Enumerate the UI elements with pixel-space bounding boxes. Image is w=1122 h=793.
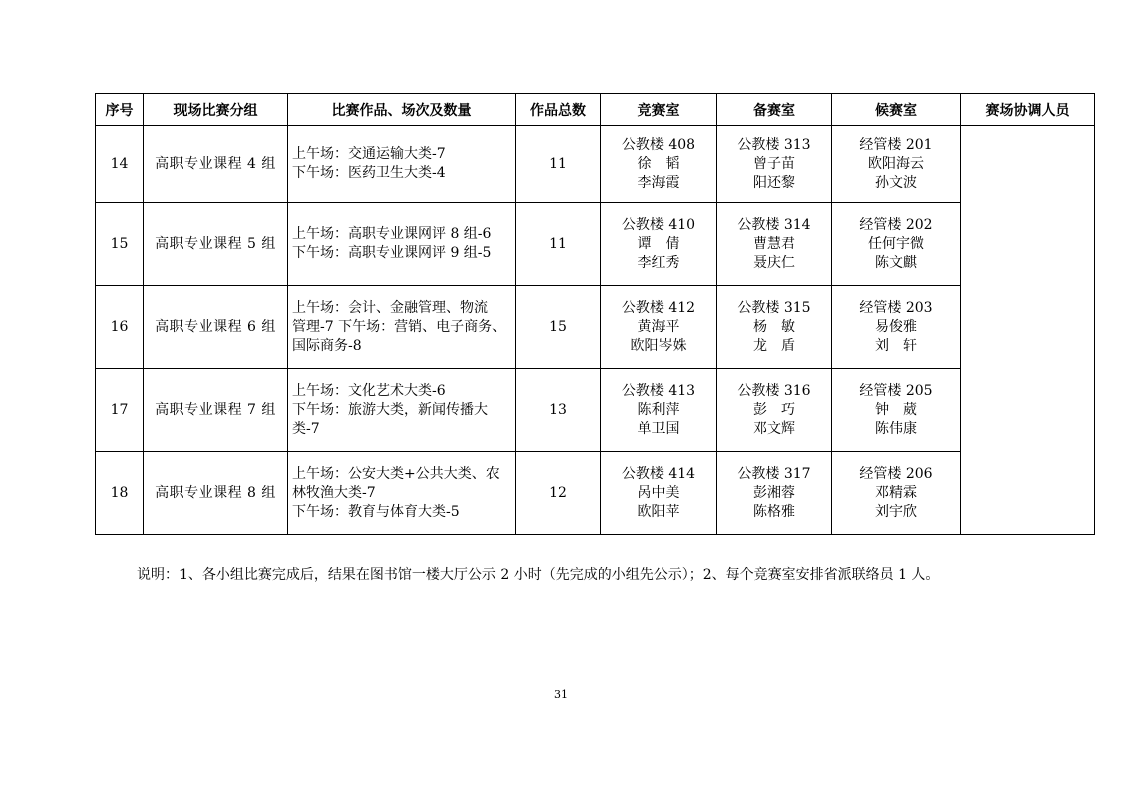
table-row [96, 126, 1095, 203]
header-cell-total: 作品总数 [516, 94, 601, 126]
works-line: 上午场：会计、金融管理、物流 [292, 299, 488, 316]
staff-name: 呙中美 [637, 484, 680, 501]
room-label: 公教楼 413 [621, 382, 696, 399]
room-label: 公教楼 414 [621, 465, 696, 482]
header-cell-prep-room: 备赛室 [717, 94, 832, 126]
row-number-cell: 17 [96, 369, 144, 452]
group-cell: 高职专业课程 8 组 [144, 452, 288, 535]
works-cell [288, 452, 516, 535]
room-label: 公教楼 412 [621, 299, 696, 316]
works-line: 下午场：旅游大类，新闻传播大 [292, 401, 488, 418]
staff-name: 徐 韬 [637, 155, 680, 172]
room-label: 经管楼 202 [859, 216, 933, 233]
room-label: 公教楼 315 [737, 299, 811, 316]
table-row [96, 286, 1095, 369]
prep-room-cell [717, 286, 832, 369]
staff-name: 单卫国 [637, 420, 680, 437]
group-cell: 高职专业课程 7 组 [144, 369, 288, 452]
works-line: 下午场：医药卫生大类-4 [292, 165, 446, 181]
staff-name: 杨 敏 [753, 318, 795, 335]
staff-name: 刘 轩 [875, 337, 917, 354]
room-label: 经管楼 205 [859, 382, 933, 399]
competition-room-cell [601, 452, 717, 535]
works-cell [288, 126, 516, 203]
room-label: 公教楼 410 [621, 216, 696, 233]
page-number: 31 [554, 688, 568, 701]
staff-name: 曾子苗 [753, 155, 795, 172]
works-line: 上午场：交通运输大类-7 [292, 146, 446, 162]
room-label: 公教楼 317 [737, 465, 811, 482]
waiting-room-cell [832, 452, 961, 535]
prep-room-cell [717, 126, 832, 203]
table-row [96, 452, 1095, 535]
table-row [96, 203, 1095, 286]
header-cell-waiting-room: 候赛室 [832, 94, 961, 126]
works-line: 上午场：文化艺术大类-6 [292, 382, 446, 399]
row-number-cell: 16 [96, 286, 144, 369]
header-cell-no: 序号 [96, 94, 144, 126]
room-label: 公教楼 408 [621, 136, 696, 153]
header-cell-competition-room: 竞赛室 [601, 94, 717, 126]
total-cell: 15 [516, 286, 601, 369]
group-cell: 高职专业课程 5 组 [144, 203, 288, 286]
staff-name: 龙 盾 [753, 337, 795, 354]
waiting-room-cell [832, 203, 961, 286]
staff-name: 陈伟康 [875, 420, 917, 437]
competition-room-cell [601, 203, 717, 286]
room-label: 公教楼 313 [737, 136, 811, 153]
staff-name: 欧阳岑姝 [630, 337, 687, 354]
works-line: 上午场：高职专业课网评 8 组-6 [292, 226, 492, 242]
staff-name: 钟 葳 [875, 401, 917, 418]
room-label: 经管楼 203 [859, 299, 933, 316]
works-line: 上午场：公安大类+公共大类、农 [292, 465, 500, 482]
staff-name: 孙文波 [875, 174, 917, 191]
staff-name: 欧阳海云 [868, 155, 924, 172]
table-body [96, 126, 1095, 535]
staff-name: 谭 倩 [637, 235, 680, 252]
works-cell [288, 369, 516, 452]
staff-name: 阳还黎 [753, 174, 795, 191]
group-cell: 高职专业课程 6 组 [144, 286, 288, 369]
competition-room-cell [601, 369, 717, 452]
prep-room-cell [717, 203, 832, 286]
total-cell: 11 [516, 203, 601, 286]
header-cell-coordinators: 赛场协调人员 [961, 94, 1095, 126]
staff-name: 曹慧君 [753, 235, 795, 252]
competition-room-cell [601, 126, 717, 203]
total-cell: 13 [516, 369, 601, 452]
room-label: 经管楼 201 [859, 136, 933, 153]
waiting-room-cell [832, 286, 961, 369]
works-line: 下午场：教育与体育大类-5 [292, 503, 460, 520]
room-label: 公教楼 316 [737, 382, 811, 399]
staff-name: 刘宇欣 [875, 503, 917, 520]
header-row [96, 94, 1095, 126]
staff-name: 陈利萍 [637, 401, 680, 418]
total-cell: 11 [516, 126, 601, 203]
works-cell [288, 203, 516, 286]
room-label: 公教楼 314 [737, 216, 811, 233]
works-line: 下午场：高职专业课网评 9 组-5 [292, 245, 492, 261]
works-line: 林牧渔大类-7 [292, 484, 376, 501]
staff-name: 李红秀 [637, 254, 680, 271]
staff-name: 陈文麒 [875, 254, 917, 271]
coordinators-cell [961, 126, 1095, 535]
staff-name: 陈格雅 [753, 503, 795, 520]
room-label: 经管楼 206 [859, 465, 933, 482]
row-number-cell: 15 [96, 203, 144, 286]
staff-name: 邓文辉 [753, 420, 795, 437]
header-cell-group: 现场比赛分组 [144, 94, 288, 126]
staff-name: 欧阳苹 [637, 503, 680, 520]
total-cell: 12 [516, 452, 601, 535]
staff-name: 彭 巧 [753, 401, 795, 418]
header-cell-works: 比赛作品、场次及数量 [288, 94, 516, 126]
staff-name: 彭湘蓉 [753, 484, 795, 501]
works-line: 管理-7 下午场：营销、电子商务、 [292, 318, 507, 335]
footnote: 说明：1、各小组比赛完成后，结果在图书馆一楼大厅公示 2 小时（先完成的小组先公示）；2、每个竞赛室安排省派联络员 1 人。 [137, 567, 940, 583]
waiting-room-cell [832, 369, 961, 452]
competition-room-cell [601, 286, 717, 369]
works-line: 国际商务-8 [292, 337, 362, 354]
group-cell: 高职专业课程 4 组 [144, 126, 288, 203]
staff-name: 聂庆仁 [753, 254, 795, 271]
staff-name: 李海霞 [637, 174, 680, 191]
staff-name: 邓精霖 [875, 484, 917, 501]
staff-name: 任何宇微 [868, 235, 924, 252]
prep-room-cell [717, 452, 832, 535]
staff-name: 易俊雅 [875, 318, 917, 335]
schedule-table [95, 93, 1095, 535]
works-cell [288, 286, 516, 369]
prep-room-cell [717, 369, 832, 452]
staff-name: 黄海平 [637, 318, 680, 335]
waiting-room-cell [832, 126, 961, 203]
works-line: 类-7 [292, 420, 320, 437]
table-row [96, 369, 1095, 452]
row-number-cell: 14 [96, 126, 144, 203]
row-number-cell: 18 [96, 452, 144, 535]
